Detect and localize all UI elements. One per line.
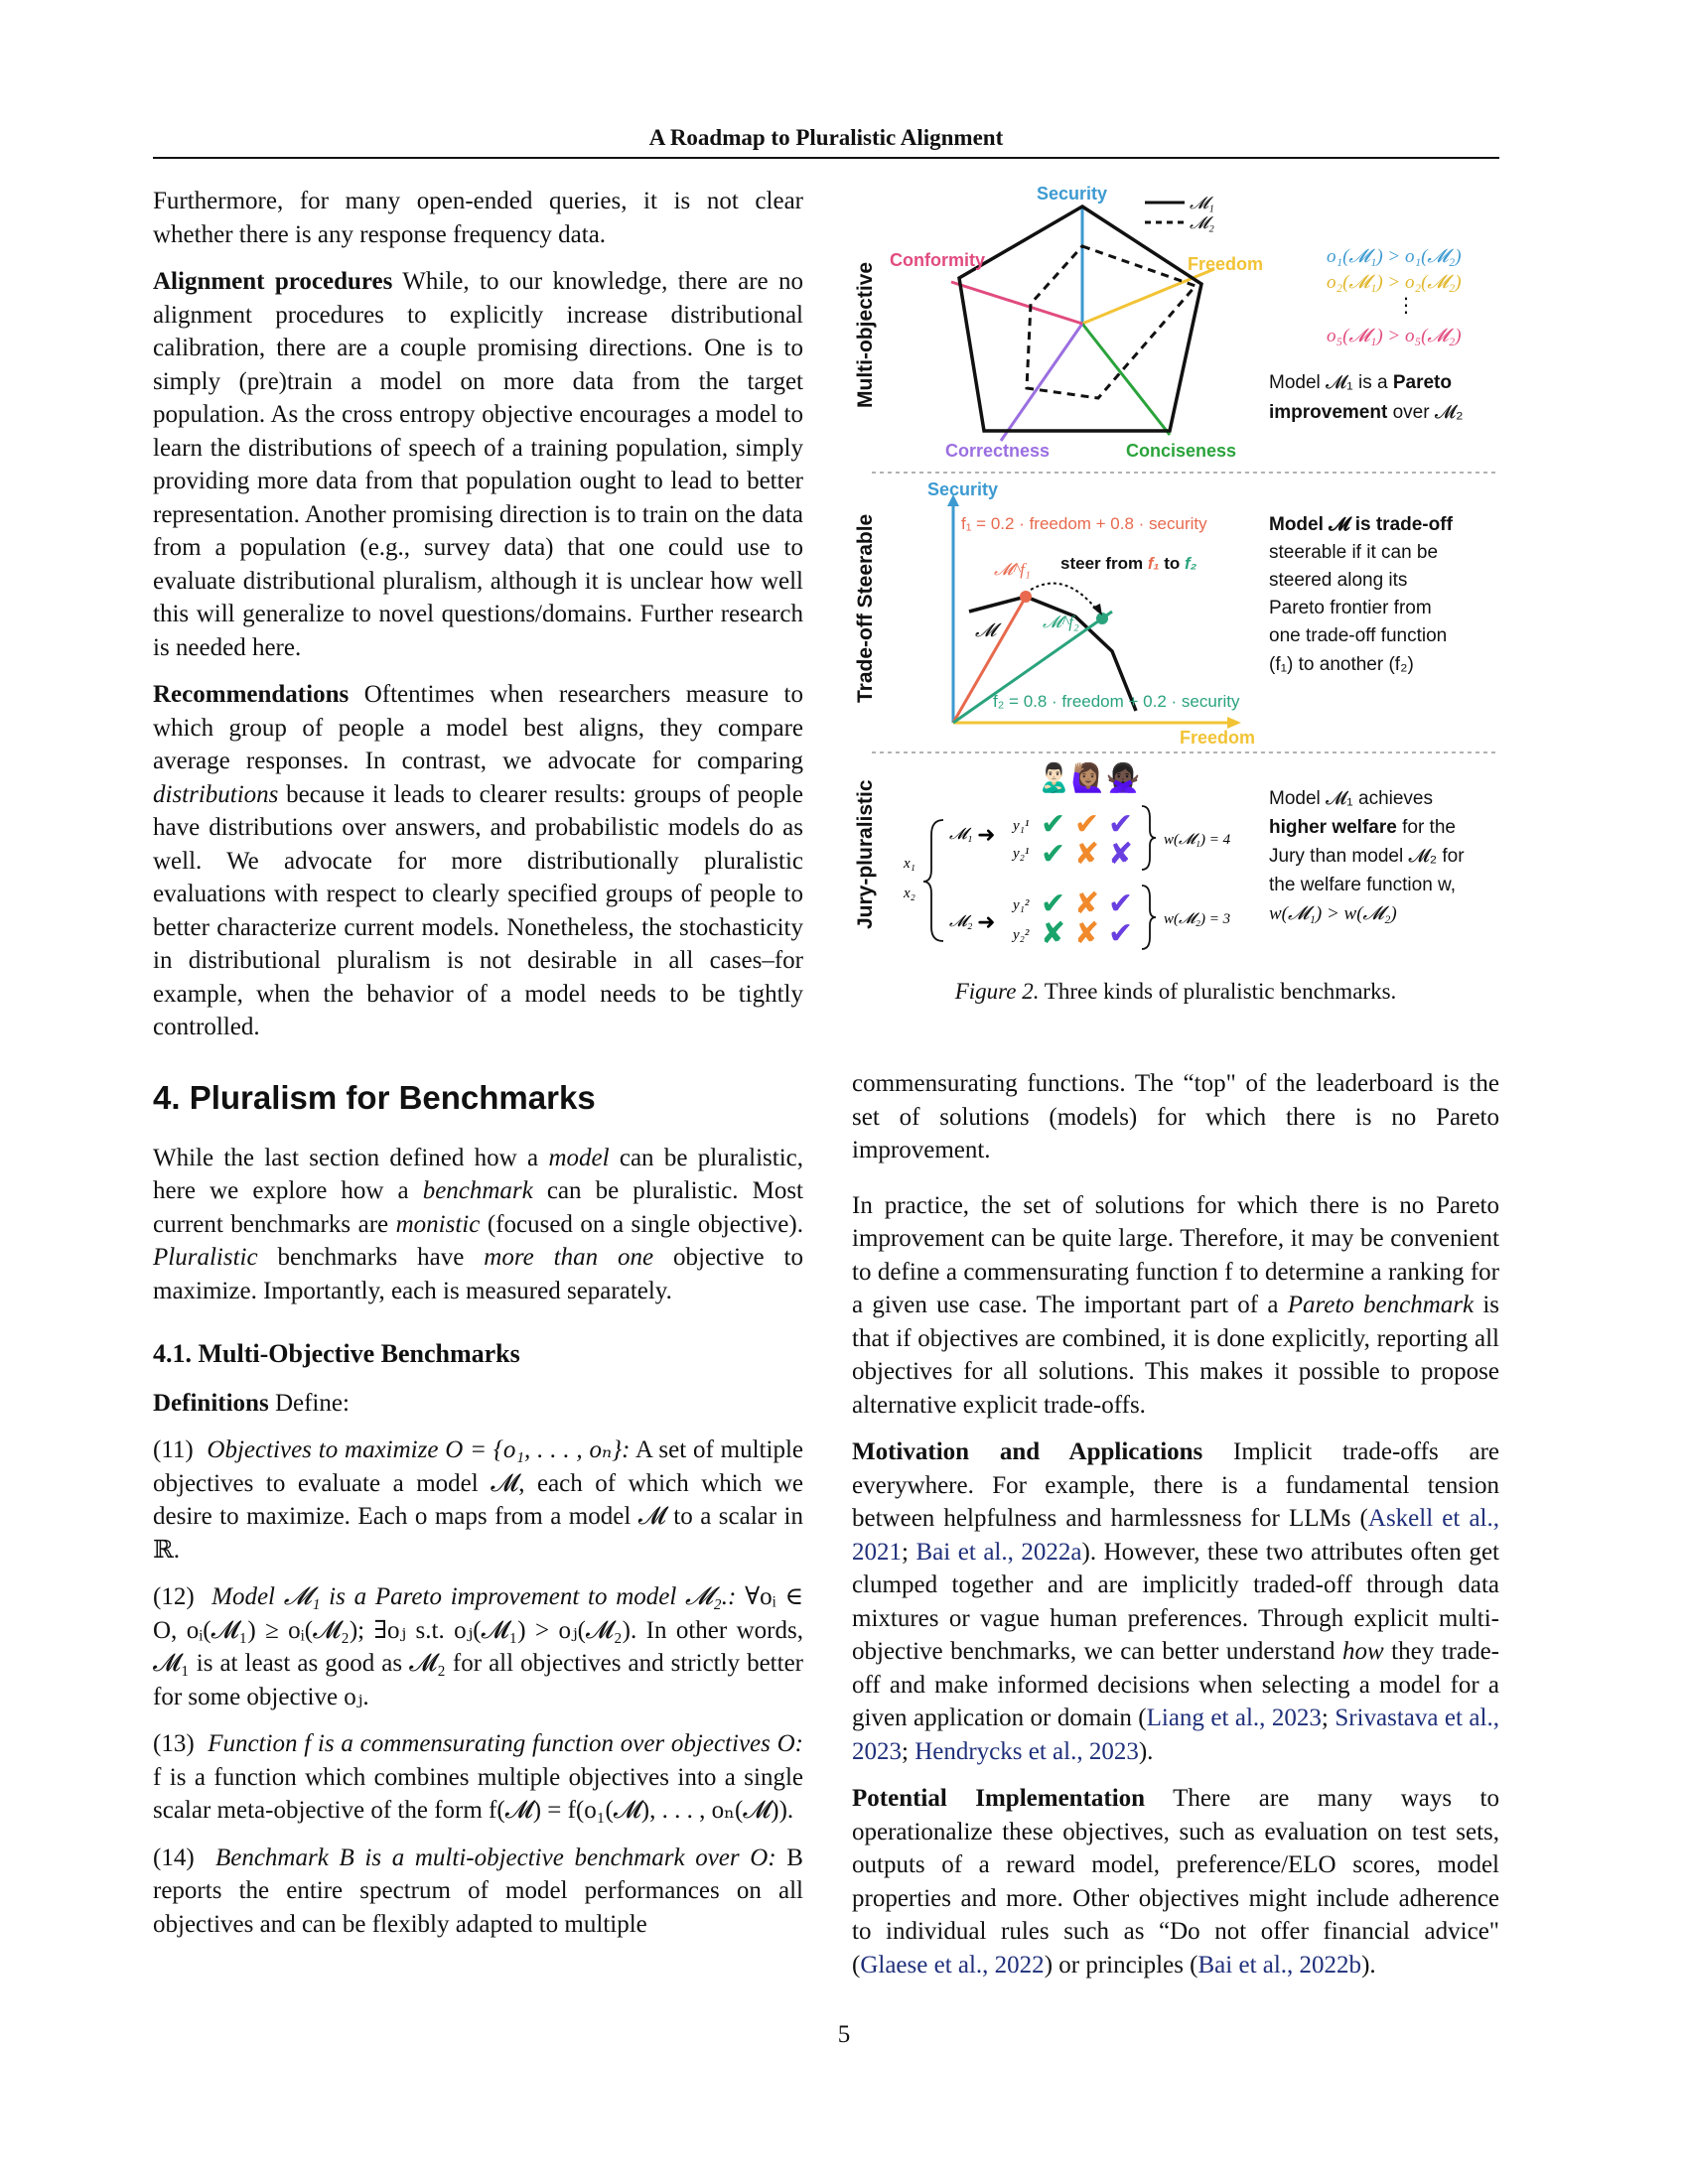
right-brace-m2 <box>1142 886 1156 949</box>
text: (f₁) to another (f₂) <box>1269 654 1414 675</box>
text: ) or principles ( <box>1044 1951 1198 1979</box>
axis-correctness <box>1001 324 1082 441</box>
running-header: A Roadmap to Pluralistic Alignment <box>648 125 1004 150</box>
subsection-heading: 4.1. Multi-Objective Benchmarks <box>153 1339 520 1368</box>
input-x2: x₂ <box>904 886 915 901</box>
steer-arrow <box>1031 584 1098 612</box>
text: Oftentimes when researchers measure to which group of people a model best aligns, they compare average responses. In contrast, we advocate for comparing <box>153 681 803 774</box>
model-m2-label: 𝓜₂ <box>949 913 973 930</box>
definition-number: (11) <box>153 1436 194 1463</box>
steer-arrowhead <box>1092 604 1102 615</box>
inequality-o5: o₅(𝓜₁) > o₅(𝓜₂) <box>1327 326 1462 346</box>
paragraph-response-frequency: Furthermore, for many open-ended queries, it is not clear whether there is any response frequency data. <box>153 188 803 248</box>
vote-check: ✔ <box>1108 917 1134 950</box>
text: can be pluralistic, here we explore how a <box>153 1144 803 1204</box>
emphasis: benchmark <box>422 1177 533 1204</box>
definition-11 <box>153 1433 803 1567</box>
text: w(𝓜₁) > w(𝓜₂) <box>1269 903 1397 924</box>
text: because it leads to clearer results: groups of people have distributions over answers, and probabilistic models do as well. We advocate for more distributionally pluralistic evaluations with respect to clearly specified groups of people to better characterize current models. Nonetheless, the stochasticity in distributional pluralism is not desirable in all cases–for example, when the behavior of a model needs to be tightly controlled. <box>153 780 803 1040</box>
text: Model 𝓜₁ is a <box>1269 372 1393 393</box>
runin-heading-definitions: Definitions <box>153 1389 269 1417</box>
text: ; <box>1321 1705 1336 1731</box>
paragraph-benchmarks-intro <box>153 1142 803 1308</box>
definition-13 <box>153 1727 803 1828</box>
welfare-m1: w(𝓜₁) = 4 <box>1164 832 1231 848</box>
vote-cross: ✘ <box>1074 838 1100 871</box>
runin-heading-motivation: Motivation and Applications <box>852 1438 1203 1465</box>
emphasis: Pareto benchmark <box>1287 1292 1475 1318</box>
axis-label-conciseness: Conciseness <box>1126 441 1237 461</box>
paragraph-commensurating: commensurating functions. The “top" of the leaderboard is the set of solutions (models) for which there is no Pareto improvement. <box>852 1070 1499 1163</box>
emphasis: model <box>548 1144 610 1171</box>
text: steerable if it can be <box>1269 542 1439 563</box>
point-m-f2 <box>1096 613 1108 624</box>
figure-svg <box>852 175 1499 969</box>
model-label: 𝓜 <box>975 620 997 641</box>
inequality-o2: o₂(𝓜₁) > o₂(𝓜₂) <box>1327 272 1462 293</box>
citation-link[interactable]: Hendrycks et al., 2023 <box>914 1737 1139 1765</box>
definition-number: (12) <box>153 1583 195 1610</box>
text: is that if objectives are combined, it is done explicitly, reporting all objectives for all solutions. This makes it possible to propose alternative explicit trade-offs. <box>852 1292 1500 1419</box>
axis-label-conformity: Conformity <box>890 250 985 270</box>
definition-title: Function f is a commensurating function over objectives O: <box>208 1730 804 1757</box>
text: While, to our knowledge, there are no alignment procedures to explicitly increase distributional calibration, there are a couple promising directions. One is to simply (pre)train a model on more data from the target population. As the cross entropy objective encourages a model to learn the distributions of speech of a training population, simply providing more data from that population ought to lead to better representation. Another promising direction is to train on the data from a population (e.g., survey data) that one could use to evaluate distributional pluralism, although it is unclear how well this will generalize to novel questions/domains. Further research is needed here. <box>153 268 803 661</box>
text: over 𝓜₂ <box>1387 402 1464 423</box>
axis-label-correctness: Correctness <box>945 441 1051 461</box>
axis-label-freedom: Freedom <box>1188 254 1264 274</box>
definition-14 <box>153 1842 803 1942</box>
arrow-m1: ➜ <box>977 822 996 847</box>
vote-check: ✔ <box>1074 808 1100 841</box>
legend-label-m2: 𝓜₂ <box>1190 213 1214 232</box>
runin-heading-implementation: Potential Implementation <box>852 1785 1146 1812</box>
model-m1-label: 𝓜₁ <box>949 826 973 843</box>
text: the welfare function w, <box>1269 875 1456 895</box>
steer-label <box>1060 554 1197 573</box>
vote-cross: ✘ <box>1074 887 1100 920</box>
section-heading: 4. Pluralism for Benchmarks <box>153 1078 596 1116</box>
emphasis: distributions <box>153 780 279 808</box>
f2-label: f₂ = 0.8 · freedom + 0.2 · security <box>993 692 1240 711</box>
axis-conciseness <box>1082 324 1170 435</box>
vote-cross: ✘ <box>1074 917 1100 950</box>
definition-title: Model 𝓜₁ is a Pareto improvement to model 𝓜₂.: <box>211 1583 737 1610</box>
text: Model 𝓜 is trade-off <box>1269 514 1453 535</box>
paragraph-motivation <box>852 1435 1499 1768</box>
definition-12 <box>153 1580 803 1713</box>
output-y12: y₁² <box>1013 897 1030 913</box>
paragraph-in-practice <box>852 1189 1499 1423</box>
emphasis: monistic <box>395 1210 481 1238</box>
left-brace <box>923 820 943 941</box>
text: steered along its <box>1269 570 1408 591</box>
definition-number: (13) <box>153 1730 195 1757</box>
text: Pareto frontier from <box>1269 598 1432 618</box>
text: ). <box>1138 1737 1154 1765</box>
figure-caption <box>852 979 1499 1005</box>
text: benchmarks have <box>257 1244 485 1271</box>
f1-label: f₁ = 0.2 · freedom + 0.8 · security <box>961 514 1207 533</box>
text: they trade-off and make informed decisions when selecting a model for a given application or domain ( <box>852 1638 1499 1731</box>
header-rule <box>153 157 1499 159</box>
runin-heading-alignment-procedures: Alignment procedures <box>153 268 393 295</box>
panel1-description <box>1269 372 1464 423</box>
citation-link[interactable]: Glaese et al., 2022 <box>860 1951 1045 1979</box>
vote-check: ✔ <box>1041 887 1066 920</box>
emphasis: Pluralistic <box>153 1244 258 1271</box>
paragraph-recommendations <box>153 678 803 1044</box>
caption-text: Three kinds of pluralistic benchmarks. <box>1039 979 1397 1004</box>
output-y21: y₂¹ <box>1013 846 1030 862</box>
runin-heading-recommendations: Recommendations <box>153 681 350 708</box>
text: objective to maximize. Importantly, each is measured separately. <box>153 1244 804 1304</box>
definition-number: (14) <box>153 1843 195 1871</box>
text: ). However, these two attributes often get clumped together and are implicitly traded-off through data mixtures or vague human preferences. Through explicit multi-objective benchmarks, we can better understand <box>852 1538 1499 1665</box>
paragraph-alignment-procedures <box>153 265 803 664</box>
panel2-description <box>1269 514 1458 675</box>
text: ). <box>1361 1951 1376 1979</box>
pareto-polygon-m2 <box>1027 246 1196 398</box>
definition-title: Benchmark B is a multi-objective benchmark over O: <box>214 1843 776 1871</box>
steer-f2: f₂ <box>1185 554 1197 573</box>
text: to <box>1159 554 1186 573</box>
citation-link[interactable]: Srivastava et al., 2023 <box>852 1705 1499 1765</box>
text: steer from <box>1060 554 1148 573</box>
figure-label: Figure 2. <box>954 979 1040 1004</box>
pareto-polygon-m1 <box>959 206 1201 431</box>
emphasis: improvement <box>1269 402 1388 423</box>
vote-cross: ✘ <box>1041 917 1066 950</box>
axis-conformity <box>951 282 1082 324</box>
legend-label-m1: 𝓜₁ <box>1190 194 1214 212</box>
left-column <box>153 185 803 1955</box>
input-x1: x₁ <box>904 856 915 872</box>
text: one trade-off function <box>1269 625 1448 646</box>
definition-text: A set of multiple objectives to evaluate a model 𝓜, each of which which we desire to maximize. Each o maps from a model 𝓜 to a scalar in ℝ. <box>153 1436 803 1564</box>
text: Implicit trade-offs are everywhere. For example, there is a fundamental tension between helpfulness and harmlessness for LLMs ( <box>852 1438 1499 1532</box>
text: (focused on a single objective). <box>480 1210 803 1238</box>
output-y22: y₂² <box>1013 927 1030 943</box>
side-label-trade-off-steerable: Trade-off Steerable <box>854 513 877 703</box>
citation-link[interactable]: Bai et al., 2022b <box>1197 1951 1362 1979</box>
arrow-m2: ➜ <box>977 909 996 934</box>
panel3-description <box>1269 788 1470 924</box>
model-f1-label: 𝓜^f₁ <box>994 560 1031 579</box>
vote-check: ✔ <box>1108 808 1134 841</box>
definition-title: Objectives to maximize O = {o₁, . . . , oₙ}: <box>207 1436 631 1463</box>
text: can be pluralistic. Most current benchmarks are <box>153 1177 803 1238</box>
side-label-multi-objective: Multi-objective <box>854 261 877 408</box>
y-axis-label: Security <box>927 479 999 499</box>
output-y11: y₁¹ <box>1013 818 1030 834</box>
citation-link[interactable]: Bai et al., 2022a <box>915 1538 1082 1566</box>
model-f2-label: 𝓜^f₂ <box>1043 613 1079 631</box>
axis-label-security: Security <box>1037 184 1108 204</box>
definition-text: B reports the entire spectrum of model performances on all objectives and can be flexibly adapted to multiple <box>153 1843 803 1938</box>
vote-cross: ✘ <box>1108 838 1134 871</box>
point-m-f1 <box>1020 591 1032 603</box>
inequality-o1: o₁(𝓜₁) > o₁(𝓜₂) <box>1327 246 1462 267</box>
text: In practice, the set of solutions for which there is no Pareto improvement can be quite large. Therefore, it may be convenient to define a commensurating function f to determine a ranking for a given use case. The important part of a <box>852 1191 1499 1318</box>
vote-check: ✔ <box>1041 838 1066 871</box>
citation-link[interactable]: Askell et al., 2021 <box>852 1505 1499 1566</box>
welfare-m2: w(𝓜₂) = 3 <box>1164 911 1231 927</box>
emphasis: how <box>1342 1638 1384 1665</box>
emphasis: Pareto <box>1392 372 1452 393</box>
text: There are many ways to operationalize these objectives, such as evaluation on test sets, outputs of a reward model, preference/ELO scores, model properties and more. Other objectives might include adherence to individual rules such as “Do not offer financial advice" ( <box>852 1785 1499 1979</box>
steer-f1: f₁ <box>1147 554 1160 573</box>
side-label-jury-pluralistic: Jury-pluralistic <box>854 779 877 929</box>
page-number: 5 <box>837 2021 851 2048</box>
text: Model 𝓜₁ achieves <box>1269 788 1433 809</box>
paragraph-definitions <box>153 1387 803 1421</box>
paragraph-implementation <box>852 1782 1499 1981</box>
text: for the <box>1396 817 1456 838</box>
text: ; <box>902 1737 915 1765</box>
text: Define: <box>268 1389 350 1417</box>
figure-pluralistic-benchmarks <box>852 175 1499 999</box>
inequality-dots: ⋮ <box>1396 295 1416 317</box>
emphasis: higher welfare <box>1269 817 1397 838</box>
right-column <box>852 1067 1499 1995</box>
text: While the last section defined how a <box>153 1144 549 1171</box>
citation-link[interactable]: Liang et al., 2023 <box>1146 1705 1322 1731</box>
jury-emojis: 🙎🏻‍♂️🙋🏽‍♀️🙅🏿‍♀️ <box>1037 762 1141 793</box>
definition-text: f is a function which combines multiple objectives into a single scalar meta-objective of the form f(𝓜) = f(o₁(𝓜), . . . , oₙ(𝓜)). <box>153 1763 803 1824</box>
emphasis: more than one <box>484 1244 654 1271</box>
x-axis-label: Freedom <box>1180 728 1256 748</box>
vote-check: ✔ <box>1108 887 1134 920</box>
text: Jury than model 𝓜₂ for <box>1269 846 1465 867</box>
vote-check: ✔ <box>1041 808 1066 841</box>
definition-text: ∀oᵢ ∈ O, oᵢ(𝓜₁) ≥ oᵢ(𝓜₂); ∃oⱼ s.t. oⱼ(𝓜₁) > oⱼ(𝓜₂). In other words, 𝓜₁ is at least as good as 𝓜₂ for all objectives and strictly better for some objective oⱼ. <box>153 1583 803 1710</box>
text: ; <box>902 1538 916 1566</box>
right-brace-m1 <box>1142 806 1156 870</box>
